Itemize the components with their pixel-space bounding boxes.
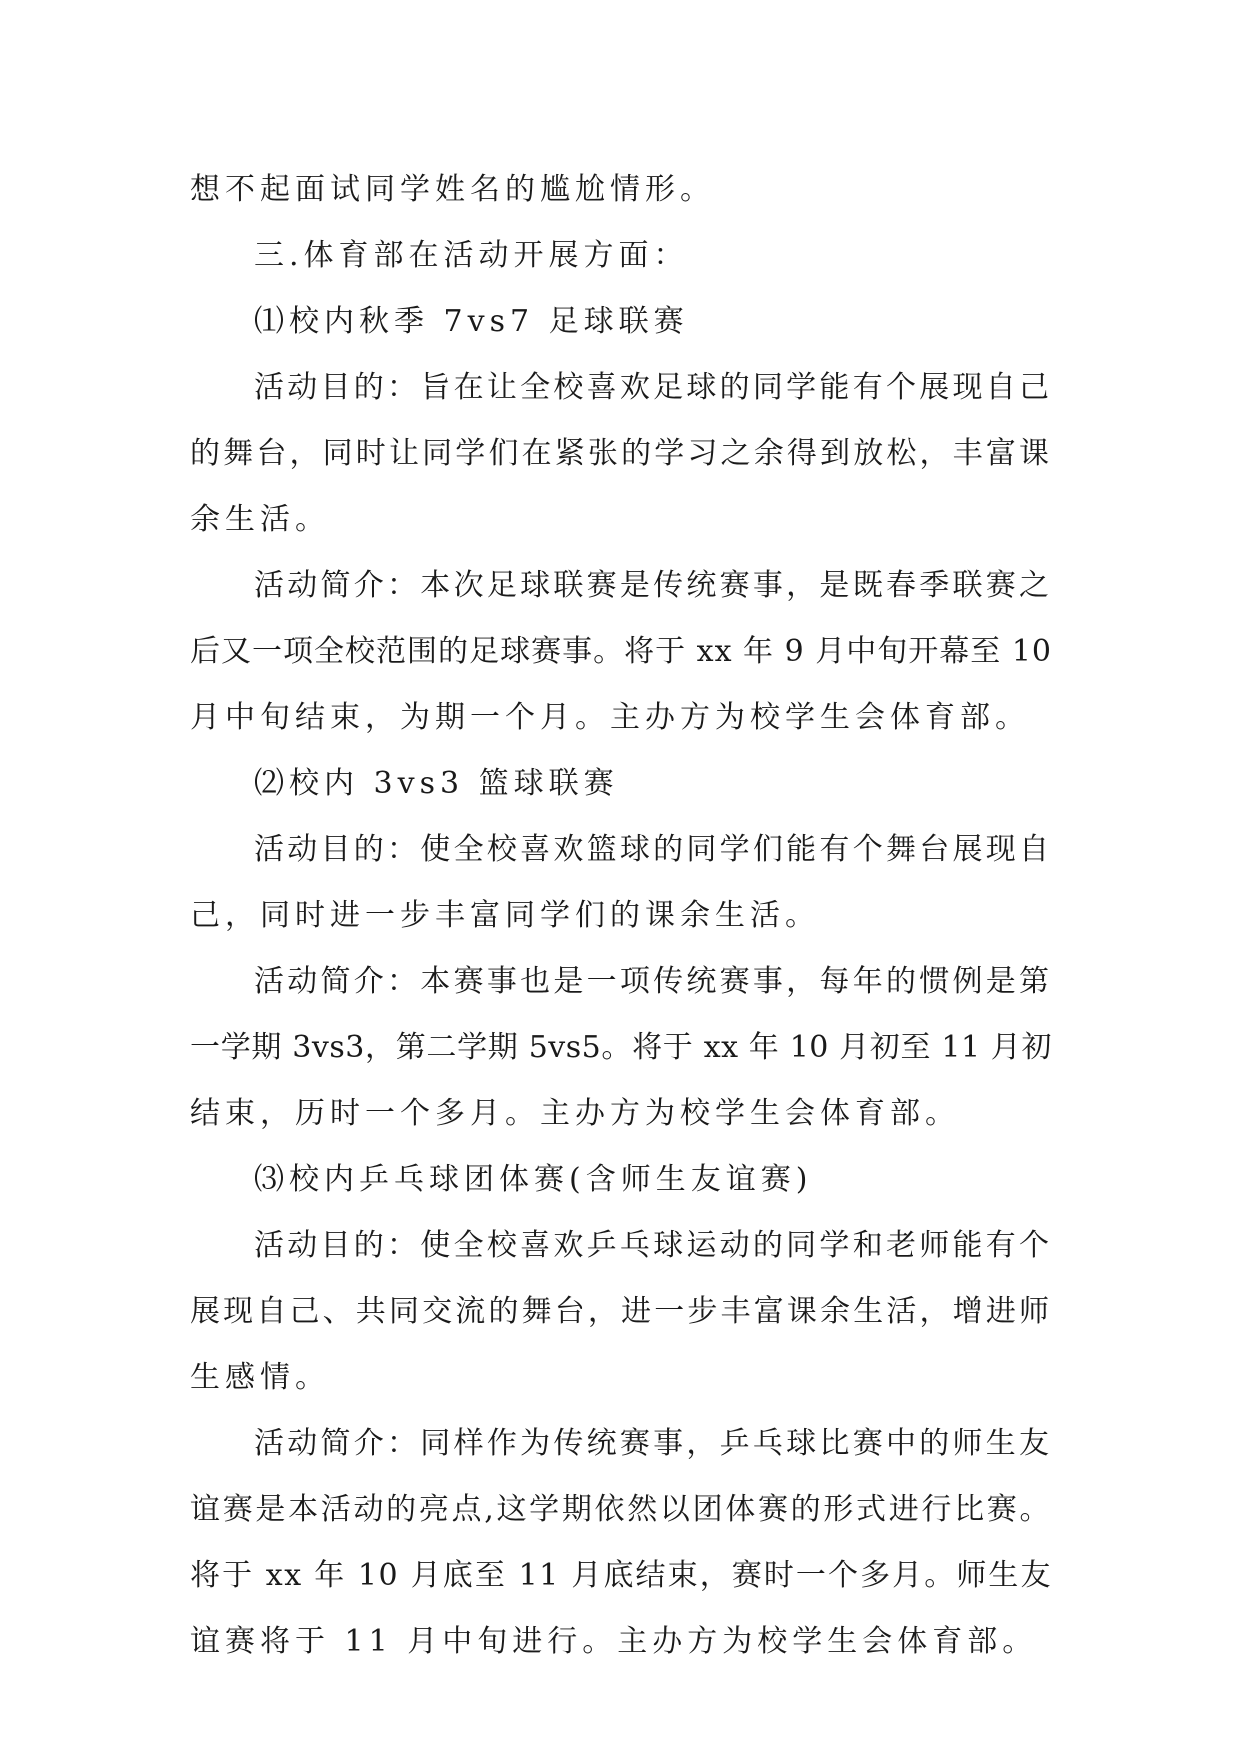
text-line: 结束，历时一个多月。主办方为校学生会体育部。 (190, 1096, 960, 1131)
document-body (190, 157, 1052, 1675)
text-line: 余生活。 (190, 502, 330, 537)
text-line: ⑶校内乒乓球团体赛(含师生友谊赛) (254, 1162, 813, 1197)
text-line: 想不起面试同学姓名的尴尬情形。 (190, 172, 715, 207)
text-line: 后又一项全校范围的足球赛事。将于 xx 年 9 月中旬开幕至 10 (190, 634, 1052, 669)
text-line: 将于 xx 年 10 月底至 11 月底结束，赛时一个多月。师生友 (190, 1558, 1052, 1593)
text-line: 活动目的：使全校喜欢乒乓球运动的同学和老师能有个 (254, 1228, 1052, 1263)
text-line: 活动目的：使全校喜欢篮球的同学们能有个舞台展现自 (254, 832, 1052, 867)
text-line: 生感情。 (190, 1360, 330, 1395)
text-line: 活动目的：旨在让全校喜欢足球的同学能有个展现自己 (254, 370, 1052, 405)
text-line: 展现自己、共同交流的舞台，进一步丰富课余生活，增进师 (190, 1294, 1052, 1329)
text-line: 谊赛是本活动的亮点,这学期依然以团体赛的形式进行比赛。 (190, 1492, 1052, 1527)
text-line: 的舞台，同时让同学们在紧张的学习之余得到放松，丰富课 (190, 436, 1052, 471)
text-line: 谊赛将于 11 月中旬进行。主办方为校学生会体育部。 (190, 1624, 1038, 1659)
text-line: 己，同时进一步丰富同学们的课余生活。 (190, 898, 820, 933)
text-line: 活动简介：同样作为传统赛事，乒乓球比赛中的师生友 (254, 1426, 1052, 1461)
text-line: ⑵校内 3vs3 篮球联赛 (254, 766, 619, 801)
text-line: 一学期 3vs3，第二学期 5vs5。将于 xx 年 10 月初至 11 月初 (190, 1030, 1052, 1065)
text-line: 月中旬结束，为期一个月。主办方为校学生会体育部。 (190, 700, 1030, 735)
text-line: 活动简介：本赛事也是一项传统赛事，每年的惯例是第 (254, 964, 1052, 999)
text-line: 三.体育部在活动开展方面： (254, 238, 689, 273)
text-line: ⑴校内秋季 7vs7 足球联赛 (254, 304, 689, 339)
text-line: 活动简介：本次足球联赛是传统赛事，是既春季联赛之 (254, 568, 1052, 603)
